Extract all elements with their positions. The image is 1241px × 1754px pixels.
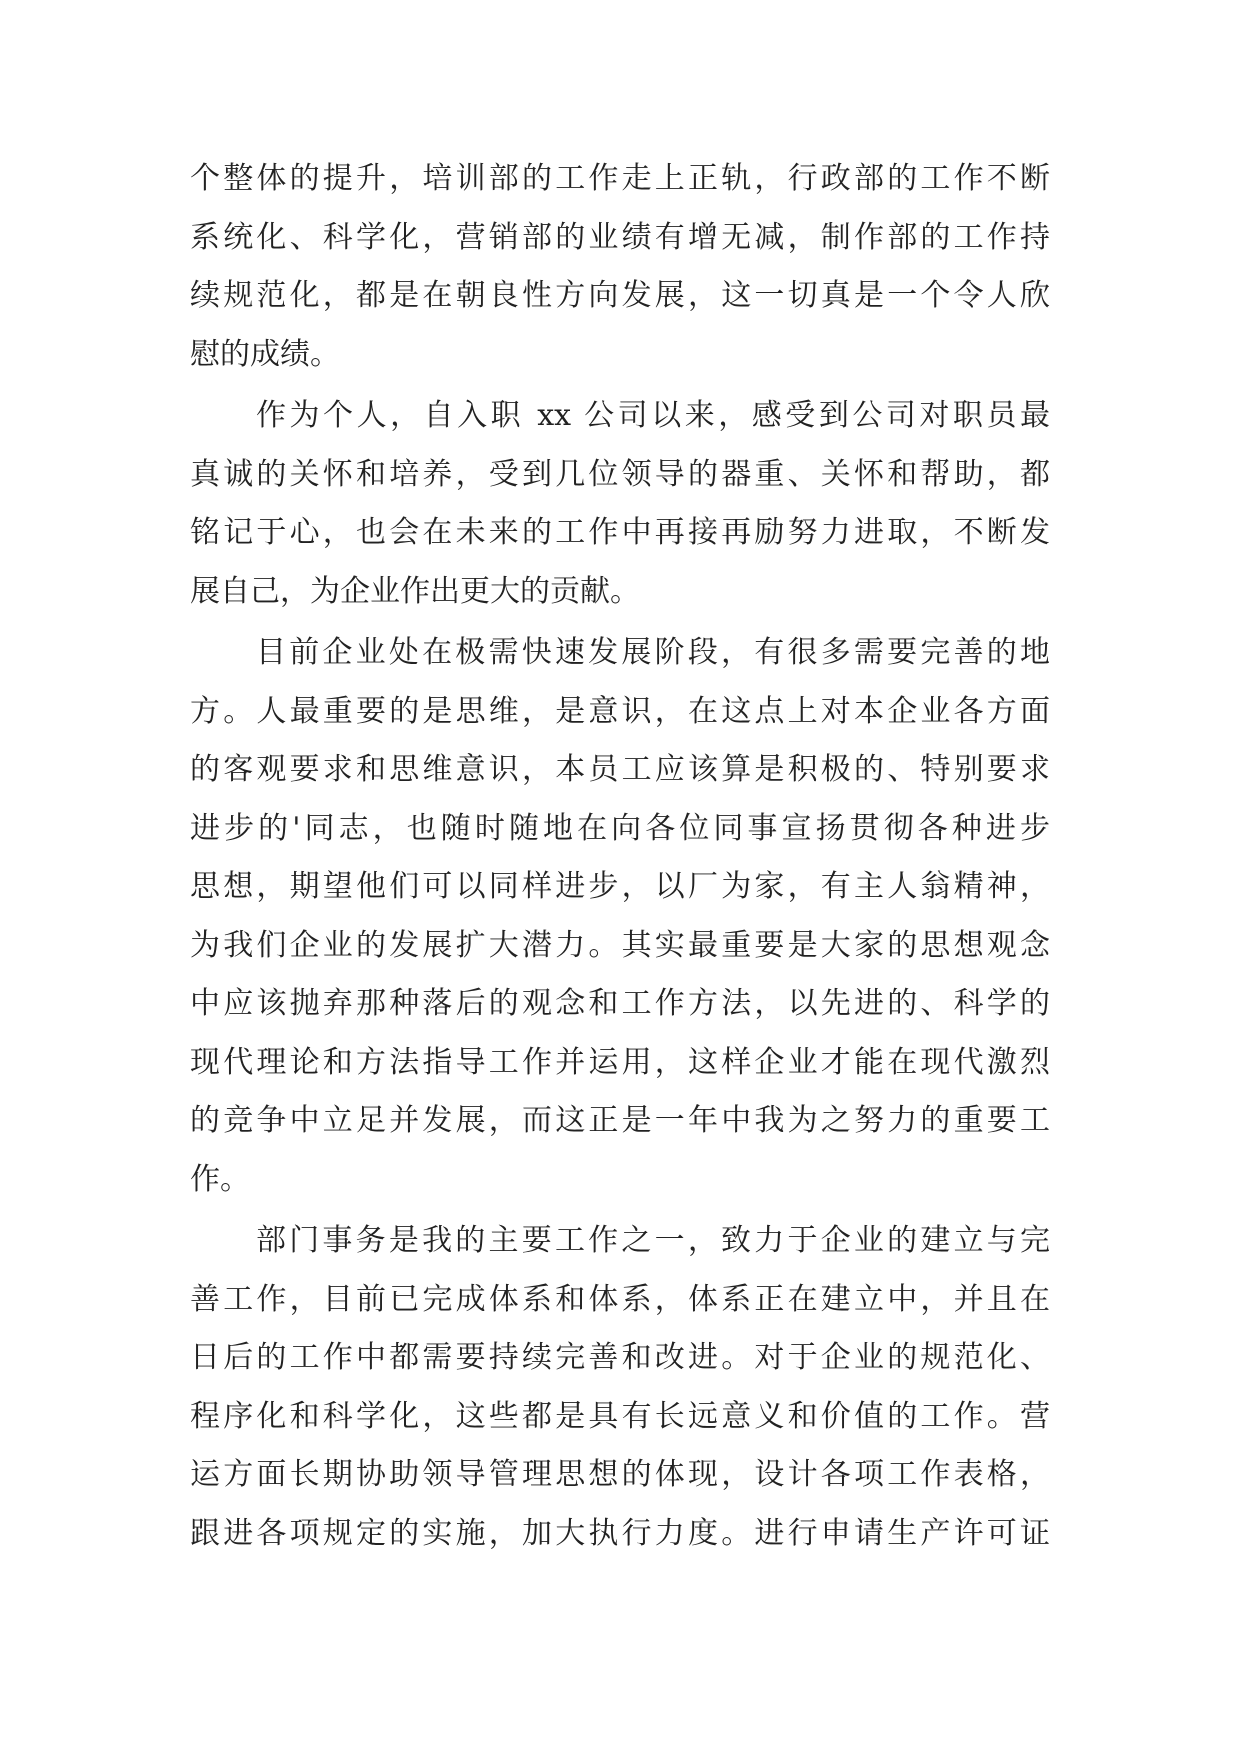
text-line: 跟进各项规定的实施，加大执行力度。进行申请生产许可证 <box>190 1515 1050 1551</box>
document-body <box>190 150 1050 1563</box>
text-line: 个整体的提升，培训部的工作走上正轨，行政部的工作不断 <box>190 161 1050 196</box>
text-line: 运方面长期协助领导管理思想的体现，设计各项工作表格， <box>190 1457 1050 1492</box>
text-line: 部门事务是我的主要工作之一，致力于企业的建立与完 <box>256 1223 1050 1258</box>
text-line: 作为个人，自入职 xx 公司以来，感受到公司对职员最 <box>256 398 1050 433</box>
text-line: 真诚的关怀和培养，受到几位领导的器重、关怀和帮助，都 <box>190 456 1050 492</box>
text-line: 作。 <box>190 1161 250 1197</box>
text-line: 的客观要求和思维意识，本员工应该算是积极的、特别要求 <box>190 752 1050 787</box>
text-line: 方。人最重要的是思维，是意识，在这点上对本企业各方面 <box>190 693 1050 729</box>
text-line: 日后的工作中都需要持续完善和改进。对于企业的规范化、 <box>190 1340 1050 1375</box>
text-line: 续规范化，都是在朝良性方向发展，这一切真是一个令人欣 <box>190 278 1050 313</box>
paragraph <box>190 387 1050 621</box>
text-line: 中应该抛弃那种落后的观念和工作方法，以先进的、科学的 <box>190 986 1050 1021</box>
text-line: 的竞争中立足并发展，而这正是一年中我为之努力的重要工 <box>190 1103 1050 1138</box>
text-line: 为我们企业的发展扩大潜力。其实最重要是大家的思想观念 <box>190 927 1050 963</box>
text-line: 目前企业处在极需快速发展阶段，有很多需要完善的地 <box>256 635 1050 670</box>
paragraph <box>190 624 1050 1209</box>
text-line: 慰的成绩。 <box>190 336 340 372</box>
paragraph <box>190 1212 1050 1563</box>
text-line: 程序化和科学化，这些都是具有长远意义和价值的工作。营 <box>190 1398 1050 1434</box>
text-line: 思想，期望他们可以同样进步，以厂为家，有主人翁精神， <box>190 869 1050 904</box>
text-line: 展自己，为企业作出更大的贡献。 <box>190 573 640 609</box>
text-line: 进步的'同志，也随时随地在向各位同事宣扬贯彻各种进步 <box>190 810 1050 846</box>
text-line: 现代理论和方法指导工作并运用，这样企业才能在现代激烈 <box>190 1044 1050 1080</box>
text-line: 铭记于心，也会在未来的工作中再接再励努力进取，不断发 <box>190 515 1050 550</box>
paragraph <box>190 150 1050 384</box>
text-line: 系统化、科学化，营销部的业绩有增无减，制作部的工作持 <box>190 219 1050 255</box>
text-line: 善工作，目前已完成体系和体系，体系正在建立中，并且在 <box>190 1281 1050 1317</box>
